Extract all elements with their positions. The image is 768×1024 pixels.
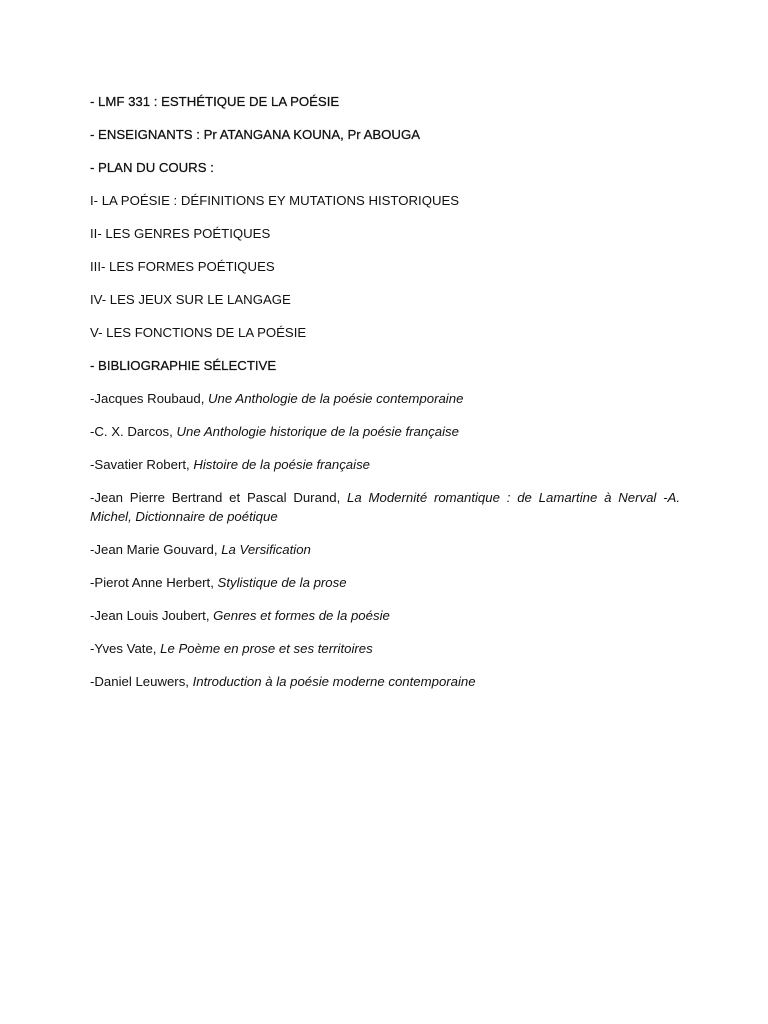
entry-title: Une Anthologie historique de la poésie française [176,424,459,439]
plan-item: V- LES FONCTIONS DE LA POÉSIE [90,325,307,340]
bibliography-entry [90,573,680,592]
entry-author: -C. X. Darcos, [90,424,177,439]
bibliography-entry [90,672,680,691]
teachers-line: - ENSEIGNANTS : Pr ATANGANA KOUNA, Pr ABOUGA [90,127,420,142]
plan-item: IV- LES JEUX SUR LE LANGAGE [90,292,291,307]
entry-title: Une Anthologie de la poésie contemporaine [208,391,464,406]
bibliography-entry [90,455,680,474]
bibliography-entry [90,540,680,559]
entry-author: -Jean Pierre Bertrand et Pascal Durand, [90,490,348,505]
bibliography-entry [90,422,680,441]
bibliography-entry [90,488,680,526]
course-title: - LMF 331 : ESTHÉTIQUE DE LA POÉSIE [90,94,340,109]
bibliography-heading: - BIBLIOGRAPHIE SÉLECTIVE [90,358,277,373]
bibliography-entry [90,606,680,625]
entry-title: La Versification [221,542,311,557]
entry-title: Stylistique de la prose [217,575,347,590]
plan-item: II- LES GENRES POÉTIQUES [90,226,271,241]
entry-title: Genres et formes de la poésie [213,608,390,623]
entry-author: -Yves Vate, [90,641,161,656]
entry-author: -Savatier Robert, [90,457,194,472]
entry-title: Introduction à la poésie moderne contemporaine [192,674,476,689]
bibliography-entry [90,639,680,658]
bibliography-entry [90,389,680,408]
document-body [90,92,680,705]
entry-author: -Jean Louis Joubert, [90,608,214,623]
plan-item: III- LES FORMES POÉTIQUES [90,259,275,274]
plan-heading: - PLAN DU COURS : [90,160,214,175]
entry-author: -Daniel Leuwers, [90,674,193,689]
entry-author: -Jean Marie Gouvard, [90,542,222,557]
entry-title: Histoire de la poésie française [193,457,371,472]
plan-item: I- LA POÉSIE : DÉFINITIONS EY MUTATIONS HISTORIQUES [90,193,460,208]
entry-author: -Pierot Anne Herbert, [90,575,218,590]
entry-author: -Jacques Roubaud, [90,391,209,406]
entry-title: La Modernité romantique : de Lamartine à Nerval -A. Michel, Dictionnaire de poétique [90,490,680,524]
entry-title: Le Poème en prose et ses territoires [160,641,373,656]
